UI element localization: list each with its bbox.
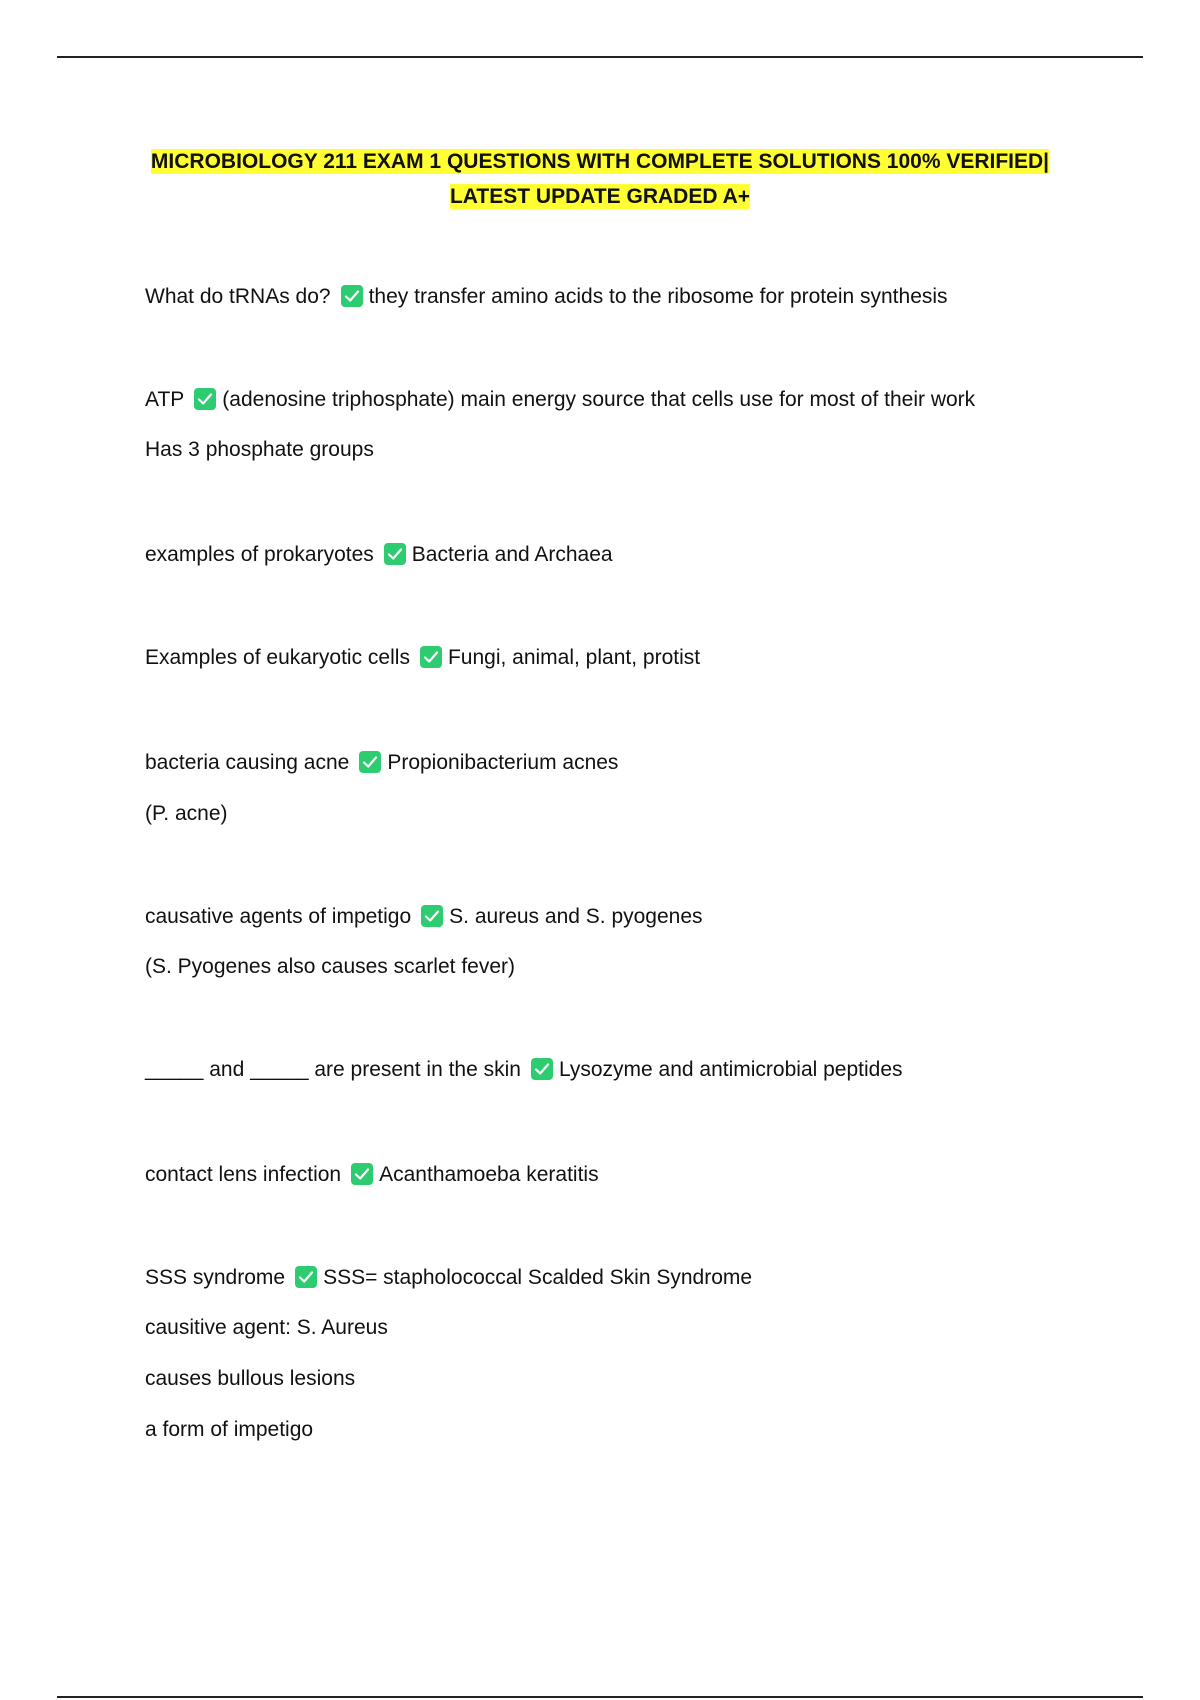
qa-item bbox=[145, 904, 703, 930]
check-mark-icon bbox=[420, 646, 442, 668]
question-text: examples of prokaryotes bbox=[145, 543, 374, 566]
question-text: What do tRNAs do? bbox=[145, 285, 331, 308]
qa-item bbox=[145, 1265, 752, 1291]
qa-item bbox=[145, 387, 975, 413]
answer-text: Propionibacterium acnes bbox=[387, 751, 619, 774]
answer-text: Fungi, animal, plant, protist bbox=[447, 646, 701, 669]
answer-text: Lysozyme and antimicrobial peptides bbox=[558, 1058, 903, 1081]
question-text: Examples of eukaryotic cells bbox=[145, 646, 410, 669]
title-line-1: MICROBIOLOGY 211 EXAM 1 QUESTIONS WITH COMPLETE SOLUTIONS 100% VERIFIED| bbox=[150, 150, 1050, 173]
answer-text: they transfer amino acids to the ribosome for protein synthesis bbox=[368, 285, 948, 308]
bottom-divider bbox=[57, 1696, 1143, 1698]
answer-text: (adenosine triphosphate) main energy source that cells use for most of their work bbox=[222, 388, 976, 411]
qa-item bbox=[145, 750, 618, 776]
check-mark-icon bbox=[341, 285, 363, 307]
qa-item bbox=[145, 1162, 599, 1188]
answer-note: (P. acne) bbox=[145, 802, 228, 825]
title-line-2: LATEST UPDATE GRADED A+ bbox=[449, 185, 751, 208]
check-mark-icon bbox=[295, 1266, 317, 1288]
answer-text: SSS= stapholococcal Scalded Skin Syndrome bbox=[323, 1266, 753, 1289]
answer-note: causitive agent: S. Aureus bbox=[145, 1316, 388, 1339]
answer-text: S. aureus and S. pyogenes bbox=[449, 905, 703, 928]
top-divider bbox=[57, 56, 1143, 58]
answer-note: causes bullous lesions bbox=[145, 1367, 356, 1390]
qa-item bbox=[145, 542, 613, 568]
check-mark-icon bbox=[359, 751, 381, 773]
answer-note: a form of impetigo bbox=[145, 1418, 314, 1441]
answer-text: Acanthamoeba keratitis bbox=[379, 1163, 599, 1186]
answer-note: Has 3 phosphate groups bbox=[145, 438, 374, 461]
qa-item bbox=[145, 1057, 903, 1083]
question-text: bacteria causing acne bbox=[145, 751, 350, 774]
document-title bbox=[0, 144, 1200, 214]
check-mark-icon bbox=[194, 388, 216, 410]
question-text: ATP bbox=[145, 388, 185, 411]
check-mark-icon bbox=[384, 543, 406, 565]
question-text: SSS syndrome bbox=[145, 1266, 286, 1289]
check-mark-icon bbox=[421, 905, 443, 927]
check-mark-icon bbox=[351, 1163, 373, 1185]
qa-item bbox=[145, 284, 948, 310]
question-text: causative agents of impetigo bbox=[145, 905, 412, 928]
question-text: _____ and _____ are present in the skin bbox=[145, 1058, 521, 1081]
answer-note: (S. Pyogenes also causes scarlet fever) bbox=[145, 955, 516, 978]
check-mark-icon bbox=[531, 1058, 553, 1080]
answer-text: Bacteria and Archaea bbox=[411, 543, 613, 566]
question-text: contact lens infection bbox=[145, 1163, 342, 1186]
qa-item bbox=[145, 645, 700, 671]
